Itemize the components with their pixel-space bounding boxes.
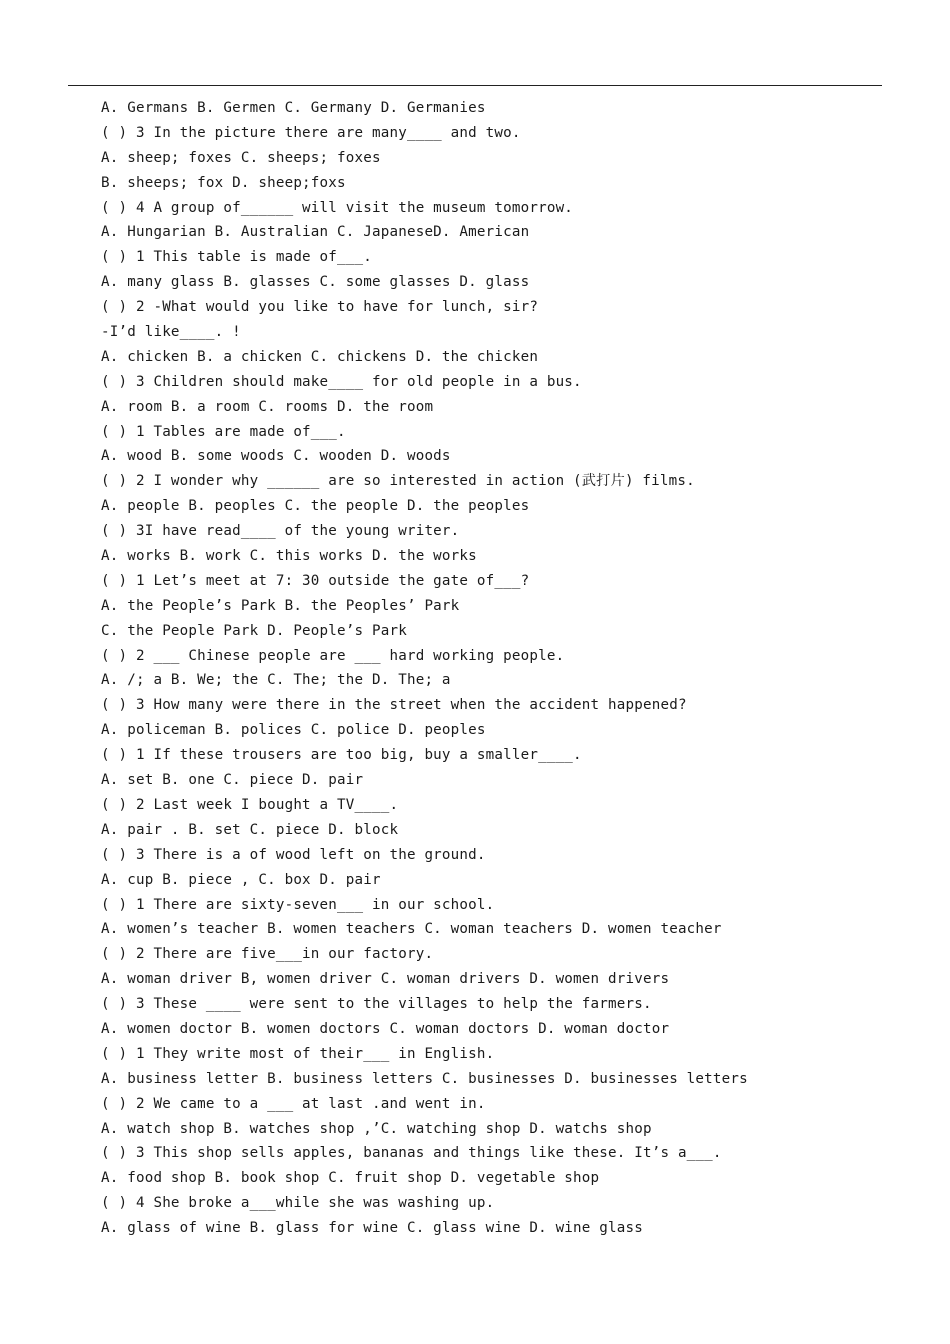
text-line: ( ) 4 She broke a___while she was washing up. xyxy=(101,1195,495,1212)
text-line: A. Hungarian B. Australian C. JapaneseD. American xyxy=(101,224,530,241)
text-line: A. works B. work C. this works D. the works xyxy=(101,548,477,565)
text-line: ( ) 1 There are sixty-seven___ in our school. xyxy=(101,896,495,913)
text-line: B. sheeps; fox D. sheep;foxs xyxy=(101,174,346,191)
text-line: ( ) 1 This table is made of___. xyxy=(101,249,372,266)
text-line: A. policeman B. polices C. police D. peoples xyxy=(101,722,486,739)
text-line: A. pair . B. set C. piece D. block xyxy=(101,821,399,838)
text-line: A. people B. peoples C. the people D. the peoples xyxy=(101,498,530,515)
text-line: ( ) 3 How many were there in the street when the accident happened? xyxy=(101,697,687,714)
text-line: ( ) 2 Last week I bought a TV____. xyxy=(101,796,399,813)
text-line: ( ) 2 ___ Chinese people are ___ hard working people. xyxy=(101,647,565,664)
text-line: -I’d like____. ! xyxy=(101,324,241,341)
text-line: ( ) 2 There are five___in our factory. xyxy=(101,946,434,963)
text-line: A. food shop B. book shop C. fruit shop D. vegetable shop xyxy=(101,1170,600,1187)
text-line: C. the People Park D. People’s Park xyxy=(101,622,407,639)
text-line: ( ) 3 In the picture there are many____ and two. xyxy=(101,124,521,141)
text-line: ( ) 1 Tables are made of___. xyxy=(101,423,346,440)
text-line: ( ) 1 They write most of their___ in English. xyxy=(101,1045,495,1062)
text-line: ( ) 1 Let’s meet at 7: 30 outside the gate of___? xyxy=(101,572,530,589)
text-line: A. chicken B. a chicken C. chickens D. the chicken xyxy=(101,348,539,365)
text-line: A. cup B. piece , C. box D. pair xyxy=(101,871,381,888)
text-line: A. business letter B. business letters C. businesses D. businesses letters xyxy=(101,1070,748,1087)
text-line: A. many glass B. glasses C. some glasses D. glass xyxy=(101,274,530,291)
text-line: A. Germans B. Germen C. Germany D. Germanies xyxy=(101,100,486,116)
text-line: A. glass of wine B. glass for wine C. glass wine D. wine glass xyxy=(101,1220,643,1237)
text-line: ( ) 4 A group of______ will visit the museum tomorrow. xyxy=(101,199,574,216)
text-line: A. sheep; foxes C. sheeps; foxes xyxy=(101,149,381,166)
text-line: A. watch shop B. watches shop ,’C. watching shop D. watchs shop xyxy=(101,1120,652,1137)
text-line: ( ) 3I have read____ of the young writer. xyxy=(101,523,460,540)
text-line: ( ) 3 There is a of wood left on the ground. xyxy=(101,846,486,863)
text-line: ( ) 2 We came to a ___ at last .and went in. xyxy=(101,1095,486,1112)
text-line: A. /; a B. We; the C. The; the D. The; a xyxy=(101,672,451,689)
header-rule xyxy=(68,85,882,86)
text-line: ( ) 3 These ____ were sent to the villages to help the farmers. xyxy=(101,996,652,1013)
text-line: A. wood B. some woods C. wooden D. woods xyxy=(101,448,451,465)
text-line: A. women doctor B. women doctors C. woman doctors D. woman doctor xyxy=(101,1020,670,1037)
text-line: ( ) 1 If these trousers are too big, buy a smaller____. xyxy=(101,747,582,764)
text-line: ( ) 3 This shop sells apples, bananas and things like these. It’s a___. xyxy=(101,1145,722,1162)
text-line: A. women’s teacher B. women teachers C. woman teachers D. women teacher xyxy=(101,921,722,938)
exercise-lines xyxy=(101,96,901,1241)
text-line: A. set B. one C. piece D. pair xyxy=(101,772,364,789)
text-line: A. room B. a room C. rooms D. the room xyxy=(101,398,434,415)
text-line: ( ) 3 Children should make____ for old people in a bus. xyxy=(101,373,582,390)
text-line: A. the People’s Park B. the Peoples’ Park xyxy=(101,597,460,614)
text-line: ( ) 2 I wonder why ______ are so interested in action (武打片) films. xyxy=(101,473,695,490)
text-line: A. woman driver B, women driver C. woman drivers D. women drivers xyxy=(101,971,670,988)
text-line: ( ) 2 -What would you like to have for lunch, sir? xyxy=(101,299,539,316)
